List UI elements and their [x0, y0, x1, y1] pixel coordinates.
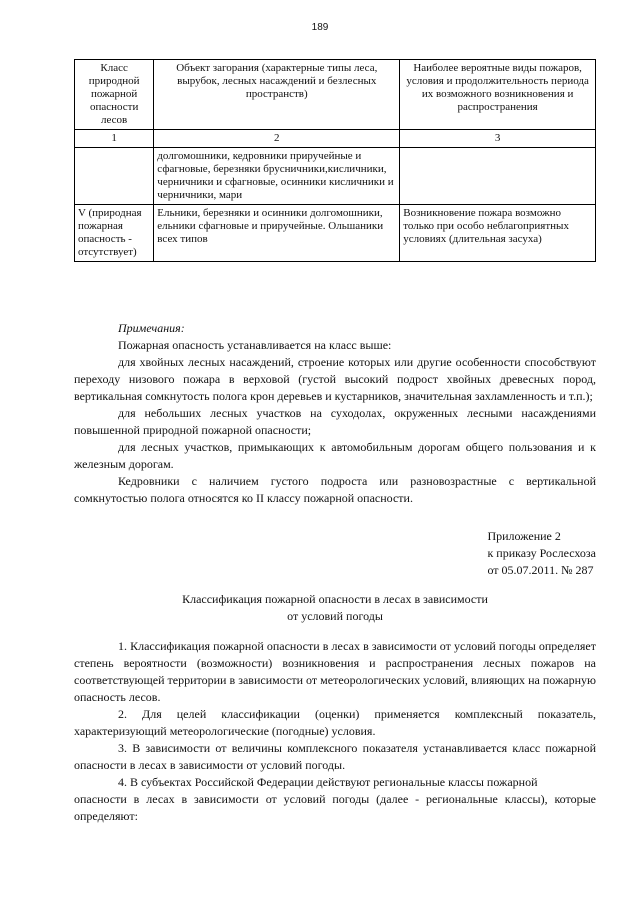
table-cell	[400, 148, 596, 205]
note-paragraph: Пожарная опасность устанавливается на класс выше:	[118, 338, 392, 352]
body-paragraph: 4. В субъектах Российской Федерации действуют региональные классы пожарной	[118, 775, 538, 789]
col-number-1: 1	[75, 130, 154, 148]
fire-danger-table	[74, 59, 596, 262]
page-number: 189	[311, 22, 329, 33]
appendix-line: от 05.07.2011. № 287	[487, 563, 594, 577]
col-number-2: 2	[154, 130, 400, 148]
body-paragraph: 1. Классификация пожарной опасности в лесах в зависимости от условий погоды определяет степень вероятности (возможности) возникновения и распространения лесных пожаров на соответствующей территории в зависимости от метеорологических условий, влияющих на пожарную опасность лесов.	[74, 639, 596, 704]
table-number-row	[75, 130, 596, 148]
note-paragraph: для небольших лесных участков на суходолах, окруженных лесными насаждениями повышенной природной пожарной опасности;	[74, 406, 596, 437]
notes-title: Примечания:	[118, 321, 185, 335]
note-paragraph: Кедровники с наличием густого подроста или разновозрастные с вертикальной сомкнутостью полога относятся ко II классу пожарной опасности.	[74, 474, 596, 505]
appendix-reference	[487, 528, 596, 579]
table-cell: Возникновение пожара возможно только при особо неблагоприятных условиях (длительная засуха)	[400, 205, 596, 262]
heading-line: от условий погоды	[287, 609, 383, 623]
table-cell: долгомошники, кедровники приручейные и сфагновые, березняки брусничники,кисличники, черничники и сфагновые, осинники кисличники и черничники, мари	[154, 148, 400, 205]
body-paragraph: опасности в лесах в зависимости от условий погоды (далее - региональные классы), которые определяют:	[74, 792, 596, 823]
body-text	[74, 638, 596, 825]
header-object: Объект загорания (характерные типы леса, вырубок, лесных насаждений и безлесных пространств)	[154, 60, 400, 130]
heading-line: Классификация пожарной опасности в лесах в зависимости	[182, 592, 488, 606]
note-paragraph: для хвойных лесных насаждений, строение которых или другие особенности способствуют переходу низового пожара в верховой (густой высокий подрост хвойных древесных пород, вертикальная сомкнутость полога крон деревьев и кустарников, значительная захламленность и т.п.);	[74, 355, 596, 403]
section-heading	[74, 591, 596, 625]
notes-section	[74, 320, 596, 507]
table-row	[75, 205, 596, 262]
table-header-row	[75, 60, 596, 130]
body-paragraph: 2. Для целей классификации (оценки) применяется комплексный показатель, характеризующий метеорологические (погодные) условия.	[74, 707, 596, 738]
table-cell: V (природная пожарная опасность - отсутствует)	[75, 205, 154, 262]
appendix-line: к приказу Рослесхоза	[487, 546, 596, 560]
table-row	[75, 148, 596, 205]
table-cell	[75, 148, 154, 205]
table-cell: Ельники, березняки и осинники долгомошники, ельники сфагновые и приручейные. Ольшаники всех типов	[154, 205, 400, 262]
appendix-line: Приложение 2	[487, 529, 561, 543]
body-paragraph: 3. В зависимости от величины комплексного показателя устанавливается класс пожарной опасности в лесах в зависимости от условий погоды.	[74, 741, 596, 772]
col-number-3: 3	[400, 130, 596, 148]
header-class: Класс природной пожарной опасности лесов	[75, 60, 154, 130]
note-paragraph: для лесных участков, примыкающих к автомобильным дорогам общего пользования и к железным дорогам.	[74, 440, 596, 471]
header-fire-types: Наиболее вероятные виды пожаров, условия и продолжительность периода их возможного возникновения и распространения	[400, 60, 596, 130]
